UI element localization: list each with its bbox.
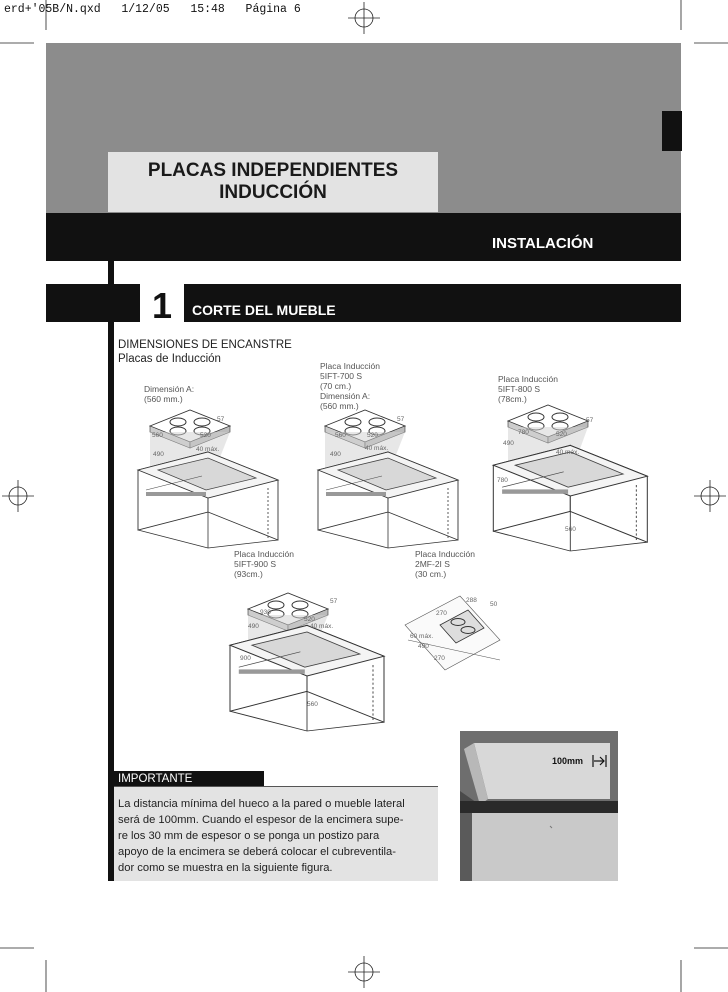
- dim-label: 60 máx.: [410, 633, 434, 640]
- figure-4-drawing: [230, 593, 384, 731]
- important-line: será de 100mm. Cuando el espesor de la encimera supe-: [118, 814, 404, 826]
- dimensions-subtitle: Placas de Inducción: [118, 353, 221, 365]
- dim-label: 40 máx.: [556, 449, 580, 456]
- dim-label: 560: [152, 432, 163, 439]
- important-line: apoyo de la encimera se deberá colocar el cubreventila-: [118, 846, 396, 858]
- figure-label-line: Placa Inducción: [415, 549, 476, 559]
- dim-label: 57: [586, 417, 594, 424]
- dim-label: 270: [434, 655, 445, 662]
- dim-label: 930: [260, 609, 271, 616]
- dim-label: 560: [335, 432, 346, 439]
- figure-label-line: Dimensión A:: [320, 391, 371, 401]
- section-tag: INSTALACIÓN: [492, 235, 594, 252]
- dim-label: 57: [330, 598, 338, 605]
- dimensions-title: DIMENSIONES DE ENCANSTRE: [118, 339, 292, 351]
- dim-label: 270: [436, 610, 447, 617]
- dim-label: 40 máx.: [196, 446, 220, 453]
- dim-label: 520: [556, 431, 567, 438]
- figure-label-line: Dimensión A:: [144, 384, 195, 394]
- dim-label: 900: [240, 655, 251, 662]
- section-number: 1: [151, 285, 173, 326]
- important-line: re los 30 mm de espesor o se ponga un postizo para: [118, 830, 380, 842]
- dim-label: 520: [367, 432, 378, 439]
- dim-label: 50: [490, 601, 498, 608]
- dim-label: 57: [397, 416, 405, 423]
- important-heading: IMPORTANTE: [114, 771, 264, 787]
- dim-label: 490: [503, 440, 514, 447]
- figure-label-line: (30 cm.): [415, 569, 447, 579]
- section-title: CORTE DEL MUEBLE: [192, 302, 336, 318]
- title-line-2: INDUCCIÓN: [219, 182, 327, 203]
- dim-label: 780: [497, 477, 508, 484]
- figure-label-line: (78cm.): [498, 394, 527, 404]
- dim-label: 560: [565, 526, 576, 533]
- figure-label-line: (70 cm.): [320, 381, 352, 391]
- dim-label: 490: [418, 643, 429, 650]
- dim-label: 490: [248, 623, 259, 630]
- dim-label: 40 máx.: [365, 445, 389, 452]
- dim-label: 57: [217, 416, 225, 423]
- figure-label-line: (560 mm.): [320, 401, 359, 411]
- installation-photo: [460, 731, 618, 881]
- dim-label: 40 máx.: [310, 623, 334, 630]
- figure-1-drawing: [138, 410, 278, 548]
- dim-label: 520: [304, 616, 315, 623]
- dim-label: 490: [330, 451, 341, 458]
- figure-label-line: Placa Inducción: [234, 549, 295, 559]
- figure-label-line: 5IFT-800 S: [498, 384, 541, 394]
- figure-label-line: (560 mm.): [144, 394, 183, 404]
- dim-label: 780: [518, 429, 529, 436]
- dim-label: 520: [200, 432, 211, 439]
- figure-label-line: 5IFT-900 S: [234, 559, 277, 569]
- figure-label-line: 2MF-2I S: [415, 559, 450, 569]
- figure-label-line: 5IFT-700 S: [320, 371, 363, 381]
- important-line: La distancia mínima del hueco a la pared o mueble lateral: [118, 798, 405, 810]
- photo-dimension-label: 100mm: [552, 756, 584, 766]
- figure-label-line: (93cm.): [234, 569, 263, 579]
- print-slug: erd+'05B/N.qxd 1/12/05 15:48 Página 6: [4, 3, 301, 16]
- dim-label: 560: [307, 701, 318, 708]
- dim-label: 288: [466, 597, 477, 604]
- figure-2-drawing: [318, 410, 458, 548]
- important-text: [118, 796, 434, 876]
- important-line: dor como se muestra en la siguiente figura.: [118, 862, 333, 874]
- figure-label-line: Placa Inducción: [498, 374, 559, 384]
- dim-label: 490: [153, 451, 164, 458]
- figure-label-line: Placa Inducción: [320, 361, 381, 371]
- title-line-1: PLACAS INDEPENDIENTES: [147, 160, 399, 181]
